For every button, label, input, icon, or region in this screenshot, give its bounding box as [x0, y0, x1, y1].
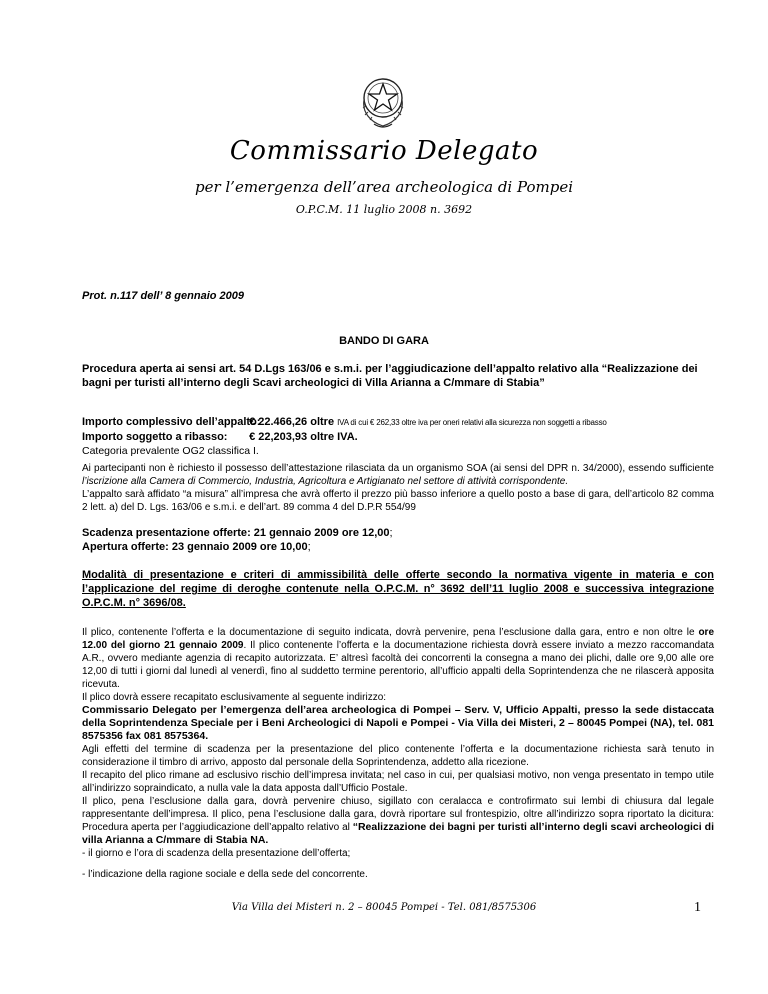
soa-italic-text: l’iscrizione alla Camera di Commercio, Industria, Agricoltura e Artigianato nel settore di attività corrispondente.	[82, 476, 569, 487]
opening-date-value: : 23 gennaio 2009 ore 10,00	[165, 541, 308, 553]
soa-text: Ai partecipanti non è richiesto il possesso dell’attestazione rilasciata da un organismo SOA (ai sensi del DPR n. 34/2000), essendo sufficiente	[82, 463, 714, 474]
paragraph-risk: Il recapito del plico rimane ad esclusivo rischio dell’impresa invitata; nel caso in cui, per qualsiasi motivo, non venga presentato in tempo utile all’indirizzo sopraindicato, a nulla vale la data apposta dall’Ufficio Postale.	[82, 770, 714, 794]
total-amount-note: IVA di cui € 262,33 oltre iva per oneri relativi alla sicurezza non soggetti a ribasso	[337, 418, 607, 427]
header-title: Commissario Delegato	[229, 136, 539, 166]
opening-date-label: Apertura offerte	[82, 541, 166, 553]
category-line: Categoria prevalente OG2 classifica I.	[82, 445, 259, 457]
paragraph-submission-a: Il plico, contenente l’offerta e la documentazione di seguito indicata, dovrà pervenire, pena l’esclusione dalla gara, entro e non oltre le	[82, 627, 695, 638]
footer-address: Via Villa dei Misteri n. 2 – 80045 Pompei - Tel. 081/8575306	[231, 902, 537, 913]
list-item-company: - l’indicazione della ragione sociale e della sede del concorrente.	[82, 869, 368, 880]
modalities-title: Modalità di presentazione e criteri di ammissibilità delle offerte secondo la normativa vigente in materia e con l’applicazione del regime di deroghe contenute nella O.P.C.M. n° 3692 dell’11 luglio 2008 e successiva integrazione O.P.C.M. n° 3696/08.	[82, 569, 714, 609]
header-subtitle: per l’emergenza dell’area archeologica di Pompei	[194, 178, 574, 196]
deadlines-section	[82, 526, 714, 554]
italian-republic-emblem-icon	[356, 72, 410, 132]
procedure-description: Procedura aperta ai sensi art. 54 D.Lgs 163/06 e s.m.i. per l’aggiudicazione dell’appalto relativo alla “Realizzazione dei bagni per turisti all’interno degli Scavi archeologici di Villa Arianna a C/mmare di Stabia”	[82, 363, 698, 389]
total-amount-row	[82, 415, 714, 430]
paragraph-sealing-a: Il plico, pena l’esclusione dalla gara, dovrà pervenire chiuso, sigillato con ceralacca e controfirmato sui lembi di chiusura dal legale rappresentante dell’impresa. Il plico, pena l’esclusione dalla gara, dovrà riportare sul frontespizio, oltre all’indirizzo sopra riportato la dicitura: Procedura aperta per l’aggiudicazione dell’appalto relativo al	[82, 796, 714, 833]
body-section	[82, 626, 714, 881]
paragraph-sealing	[82, 795, 714, 847]
paragraph-submission	[82, 626, 714, 691]
award-criteria-text: L’appalto sarà affidato “a misura” all’impresa che avrà offerto il prezzo più basso inferiore a quello posto a base di gara, dell’articolo 82 comma 2 lett. a) del D. Lgs. 163/06 e s.m.i. e dell’art. 89 comma 4 del D.P.R 554/99	[82, 489, 714, 513]
protocol-number: Prot. n.117 dell’ 8 gennaio 2009	[82, 290, 245, 302]
header-reference: O.P.C.M. 11 luglio 2008 n. 3692	[295, 203, 473, 216]
submission-deadline-value: : 21 gennaio 2009 ore 12,00	[247, 527, 390, 539]
paragraph-submission-c: . Il plico contenente l’offerta e la documentazione richiesta dovrà essere inviato a mezzo raccomandata A.R., ovvero mediante agenzia di recapito autorizzata. E’ altresì facoltà dei concorrenti la consegna a mano dei plichi, dalle ore 9,00 alle ore 12,00 di tutti i giorni dal lunedì al venerdì, fino al suddetto termine perentorio, all’ufficio appalti della Soprintendenza che ne rilascerà apposita ricevuta.	[82, 640, 715, 690]
discount-amount-value: € 22,203,93 oltre IVA.	[249, 431, 358, 443]
discount-amount-label: Importo soggetto a ribasso:	[82, 431, 228, 443]
document-heading: BANDO DI GARA	[339, 335, 429, 347]
paragraph-address-intro: Il plico dovrà essere recapitato esclusivamente al seguente indirizzo:	[82, 692, 387, 703]
amounts-section	[82, 415, 714, 458]
paragraph-sealing-title: “Realizzazione dei bagni per turisti all’interno degli scavi archeologici di villa Arianna a C/mmare di Stabia NA.	[82, 821, 714, 846]
opening-date: Apertura offerte: 23 gennaio 2009 ore 10,00;	[82, 541, 311, 553]
paragraph-address: Commissario Delegato per l’emergenza dell’area archeologica di Pompei – Serv. V, Ufficio Appalti, presso la sede distaccata della Soprintendenza Speciale per i Beni Archeologici di Napoli e Pompei - Via Villa dei Misteri, 2 – 80045 Pompei (NA), tel. 081 8575356 fax 081 8575364.	[82, 704, 714, 742]
discount-amount-row	[82, 430, 714, 444]
paragraph-timestamp: Agli effetti del termine di scadenza per la presentazione del plico contenente l’offerta e la documentazione richiesta sarà tenuto in considerazione il timbro di arrivo, apposto dal personale della Soprintendenza, addetto alla ricezione.	[82, 744, 714, 768]
soa-paragraph	[82, 462, 714, 514]
page-number: 1	[694, 900, 701, 915]
list-item-deadline: - il giorno e l’ora di scadenza della presentazione dell’offerta;	[82, 848, 351, 859]
total-amount-value: € 22.466,26 oltre	[249, 416, 335, 428]
submission-deadline: Scadenza presentazione offerte: 21 gennaio 2009 ore 12,00;	[82, 527, 393, 539]
total-amount-label: Importo complessivo dell’appalto:	[82, 416, 261, 428]
paragraph-submission-deadline: ore 12.00 del giorno 21 gennaio 2009	[82, 627, 715, 651]
submission-deadline-label: Scadenza presentazione offerte	[82, 527, 248, 539]
